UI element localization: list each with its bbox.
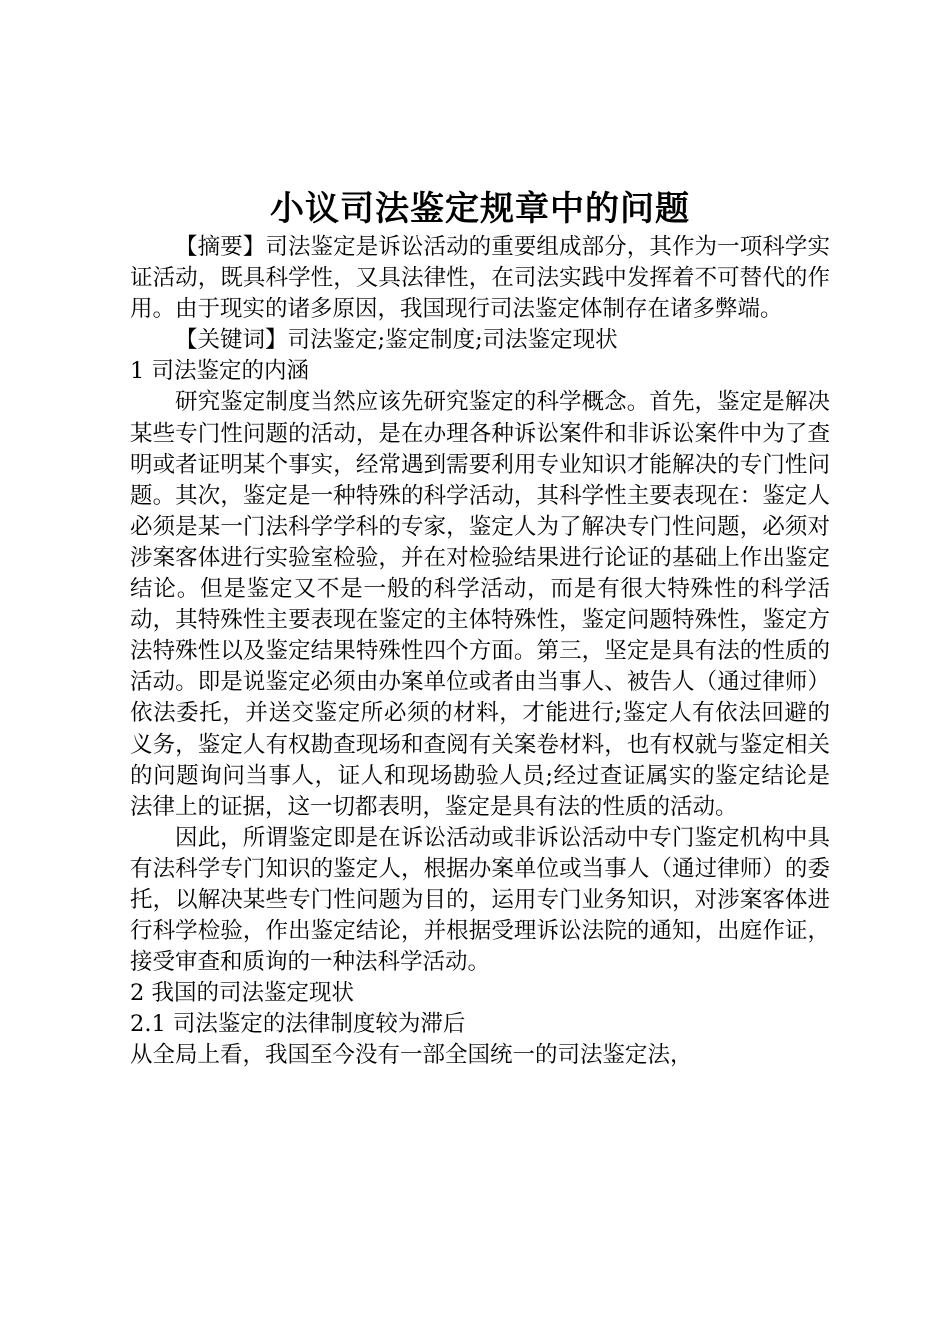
keywords-paragraph: 【关键词】司法鉴定;鉴定制度;司法鉴定现状 xyxy=(175,327,618,354)
section-2-heading: 2 我国的司法鉴定现状 xyxy=(130,980,354,1007)
document-title: 小议司法鉴定规章中的问题 xyxy=(270,189,690,229)
section-1-heading: 1 司法鉴定的内涵 xyxy=(130,358,309,385)
abstract-paragraph: 【摘要】司法鉴定是诉讼活动的重要组成部分，其作为一项科学实证活动，既具科学性，又具法律性，在司法实践中发挥着不可替代的作用。由于现实的诸多原因，我国现行司法鉴定体制存在诸多弊端。 xyxy=(130,234,830,323)
section-1-paragraph-1: 研究鉴定制度当然应该先研究鉴定的科学概念。首先，鉴定是解决某些专门性问题的活动，是在办理各种诉讼案件和非诉讼案件中为了查明或者证明某个事实，经常遇到需要利用专业知识才能解决的专门性问题。其次，鉴定是一种特殊的科学活动，其科学性主要表现在：鉴定人必须是某一门法科学学科的专家，鉴定人为了解决专门性问题，必须对涉案客体进行实验室检验，并在对检验结果进行论证的基础上作出鉴定结论。但是鉴定又不是一般的科学活动，而是有很大特殊性的科学活动，其特殊性主要表现在鉴定的主体特殊性，鉴定问题特殊性，鉴定方法特殊性以及鉴定结果特殊性四个方面。第三，坚定是具有法的性质的活动。即是说鉴定必须由办案单位或者由当事人、被告人（通过律师）依法委托，并送交鉴定所必须的材料，才能进行;鉴定人有依法回避的义务，鉴定人有权勘查现场和查阅有关案卷材料，也有权就与鉴定相关的问题询问当事人，证人和现场勘验人员;经过查证属实的鉴定结论是法律上的证据，这一切都表明，鉴定是具有法的性质的活动。 xyxy=(130,389,830,820)
section-2-1-paragraph-1: 从全局上看，我国至今没有一部全国统一的司法鉴定法， xyxy=(130,1042,693,1069)
section-1-paragraph-2: 因此，所谓鉴定即是在诉讼活动或非诉讼活动中专门鉴定机构中具有法科学专门知识的鉴定人，根据办案单位或当事人（通过律师）的委托，以解决某些专门性问题为目的，运用专门业务知识，对涉案客体进行科学检验，作出鉴定结论，并根据受理诉讼法院的通知，出庭作证，接受审查和质询的一种法科学活动。 xyxy=(130,824,830,976)
section-2-1-heading: 2.1 司法鉴定的法律制度较为滞后 xyxy=(130,1011,466,1038)
document-body xyxy=(130,232,830,1072)
